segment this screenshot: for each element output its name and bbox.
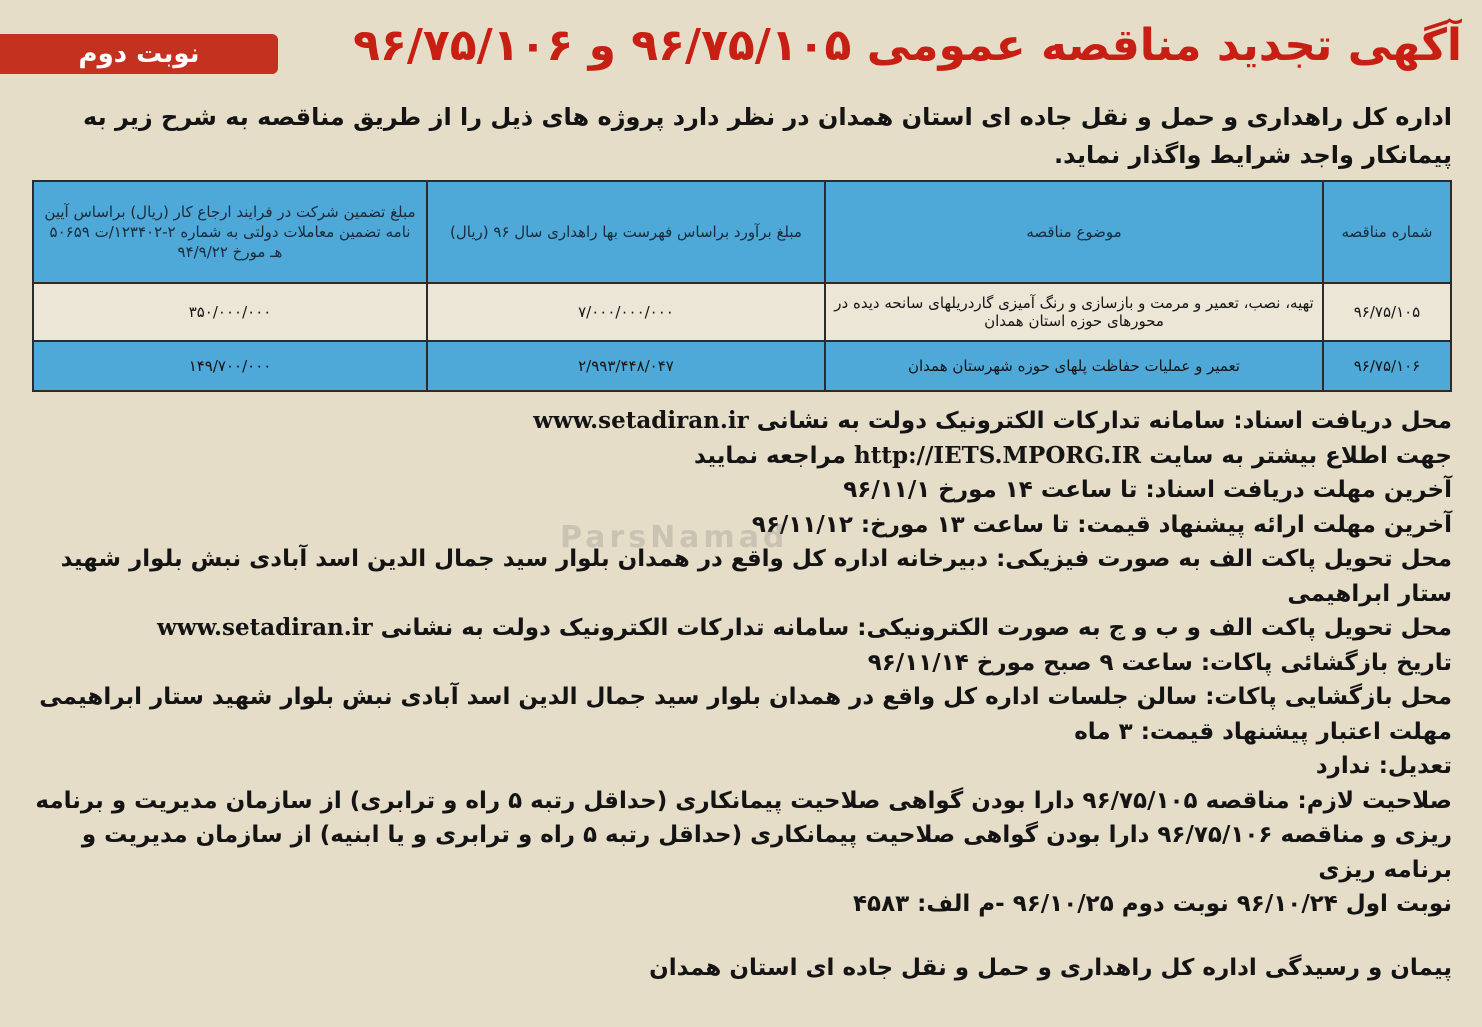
docs-deadline: آخرین مهلت دریافت اسناد: تا ساعت ۱۴ مورخ ۹۶/۱۱/۱ — [843, 477, 1452, 503]
bid-validity: مهلت اعتبار پیشنهاد قیمت: ۳ ماه — [1074, 718, 1452, 745]
table-row — [33, 341, 1451, 391]
tender-estimate: ۷/۰۰۰/۰۰۰/۰۰۰ — [427, 283, 825, 341]
info-url-link[interactable]: http://IETS.MPORG.IR — [854, 441, 1142, 469]
footer-signature: پیمان و رسیدگی اداره کل راهداری و حمل و نقل جاده ای استان همدان — [649, 955, 1452, 981]
header-number: شماره مناقصه — [1323, 181, 1451, 283]
tender-table — [32, 180, 1452, 392]
tender-estimate: ۲/۹۹۳/۴۴۸/۰۴۷ — [427, 341, 825, 391]
notice-details — [20, 404, 1452, 922]
packet-a-place: محل تحویل پاکت الف به صورت فیزیکی: دبیرخانه اداره کل واقع در همدان بلوار سید جمال الدین اسد آبادی نبش بلوار شهید ستار ابراهیمی — [60, 546, 1452, 607]
bid-deadline: آخرین مهلت ارائه پیشنهاد قیمت: تا ساعت ۱۳ مورخ: ۹۶/۱۱/۱۲ — [751, 511, 1452, 538]
packet-abc-line — [20, 611, 1452, 646]
tender-number: ۹۶/۷۵/۱۰۶ — [1323, 341, 1451, 391]
publication-info: نوبت اول ۹۶/۱۰/۲۴ نوبت دوم ۹۶/۱۰/۲۵ -م الف: ۴۵۸۳ — [853, 891, 1452, 917]
header-guarantee: مبلغ تضمین شرکت در فرایند ارجاع کار (ریال) براساس آیین نامه تضمین معاملات دولتی به شماره ۲-۱۲۳۴۰۲/ت ۵۰۶۵۹ هـ مورخ ۹۴/۹/۲۲ — [33, 181, 427, 283]
docs-url-link[interactable]: www.setadiran.ir — [533, 407, 749, 434]
tender-subject: تعمیر و عملیات حفاظت پلهای حوزه شهرستان همدان — [825, 341, 1323, 391]
opening-date: تاریخ بازگشائی پاکات: ساعت ۹ صبح مورخ ۹۶/۱۱/۱۴ — [867, 649, 1452, 676]
tender-number: ۹۶/۷۵/۱۰۵ — [1323, 283, 1451, 341]
table-header-row — [33, 181, 1451, 283]
docs-place-line — [20, 404, 1452, 439]
info-line — [20, 439, 1452, 474]
intro-paragraph: اداره کل راهداری و حمل و نقل جاده ای استان همدان در نظر دارد پروژه های ذیل را از طریق مناقصه به شرح زیر به پیمانکار واجد شرایط واگذار نماید. — [83, 103, 1452, 169]
notice-title: آگهی تجدید مناقصه عمومی ۹۶/۷۵/۱۰۵ و ۹۶/۷۵/۱۰۶ — [353, 20, 1462, 71]
header-subject: موضوع مناقصه — [825, 181, 1323, 283]
tender-subject: تهیه، نصب، تعمیر و مرمت و بازسازی و رنگ آمیزی گاردریلهای سانحه دیده در محورهای حوزه استان همدان — [825, 283, 1323, 341]
header-estimate: مبلغ برآورد براساس فهرست بها راهداری سال ۹۶ (ریال) — [427, 181, 825, 283]
watermark: ParsNamad — [560, 520, 789, 555]
tender-guarantee: ۳۵۰/۰۰۰/۰۰۰ — [33, 283, 427, 341]
packet-abc-url-link[interactable]: www.setadiran.ir — [156, 614, 373, 641]
required-qualification: صلاحیت لازم: مناقصه ۹۶/۷۵/۱۰۵ دارا بودن گواهی صلاحیت پیمانکاری (حداقل رتبه ۵ راه و ترابری) از سازمان مدیریت و برنامه ریزی و مناقصه ۹۶/۷۵/۱۰۶ دارا بودن گواهی صلاحیت پیمانکاری (حداقل رتبه ۵ راه و ترابری و یا ابنیه) از سازمان مدیریت و برنامه ریزی — [35, 787, 1452, 883]
round-badge: نوبت دوم — [0, 34, 278, 74]
info-post-text: مراجعه نمایید — [694, 442, 846, 469]
price-adjustment: تعدیل: ندارد — [1315, 753, 1452, 779]
packet-abc-text: محل تحویل پاکت الف و ب و ج به صورت الکترونیکی: سامانه تدارکات الکترونیک دولت به نشانی — [380, 615, 1452, 641]
docs-place-text: محل دریافت اسناد: سامانه تدارکات الکترونیک دولت به نشانی — [756, 408, 1452, 434]
table-row — [33, 283, 1451, 341]
tender-guarantee: ۱۴۹/۷۰۰/۰۰۰ — [33, 341, 427, 391]
opening-place: محل بازگشایی پاکات: سالن جلسات اداره کل واقع در همدان بلوار سید جمال الدین اسد آبادی نبش بلوار شهید ستار ابراهیمی — [39, 684, 1452, 710]
info-pre-text: جهت اطلاع بیشتر به سایت — [1149, 442, 1452, 469]
